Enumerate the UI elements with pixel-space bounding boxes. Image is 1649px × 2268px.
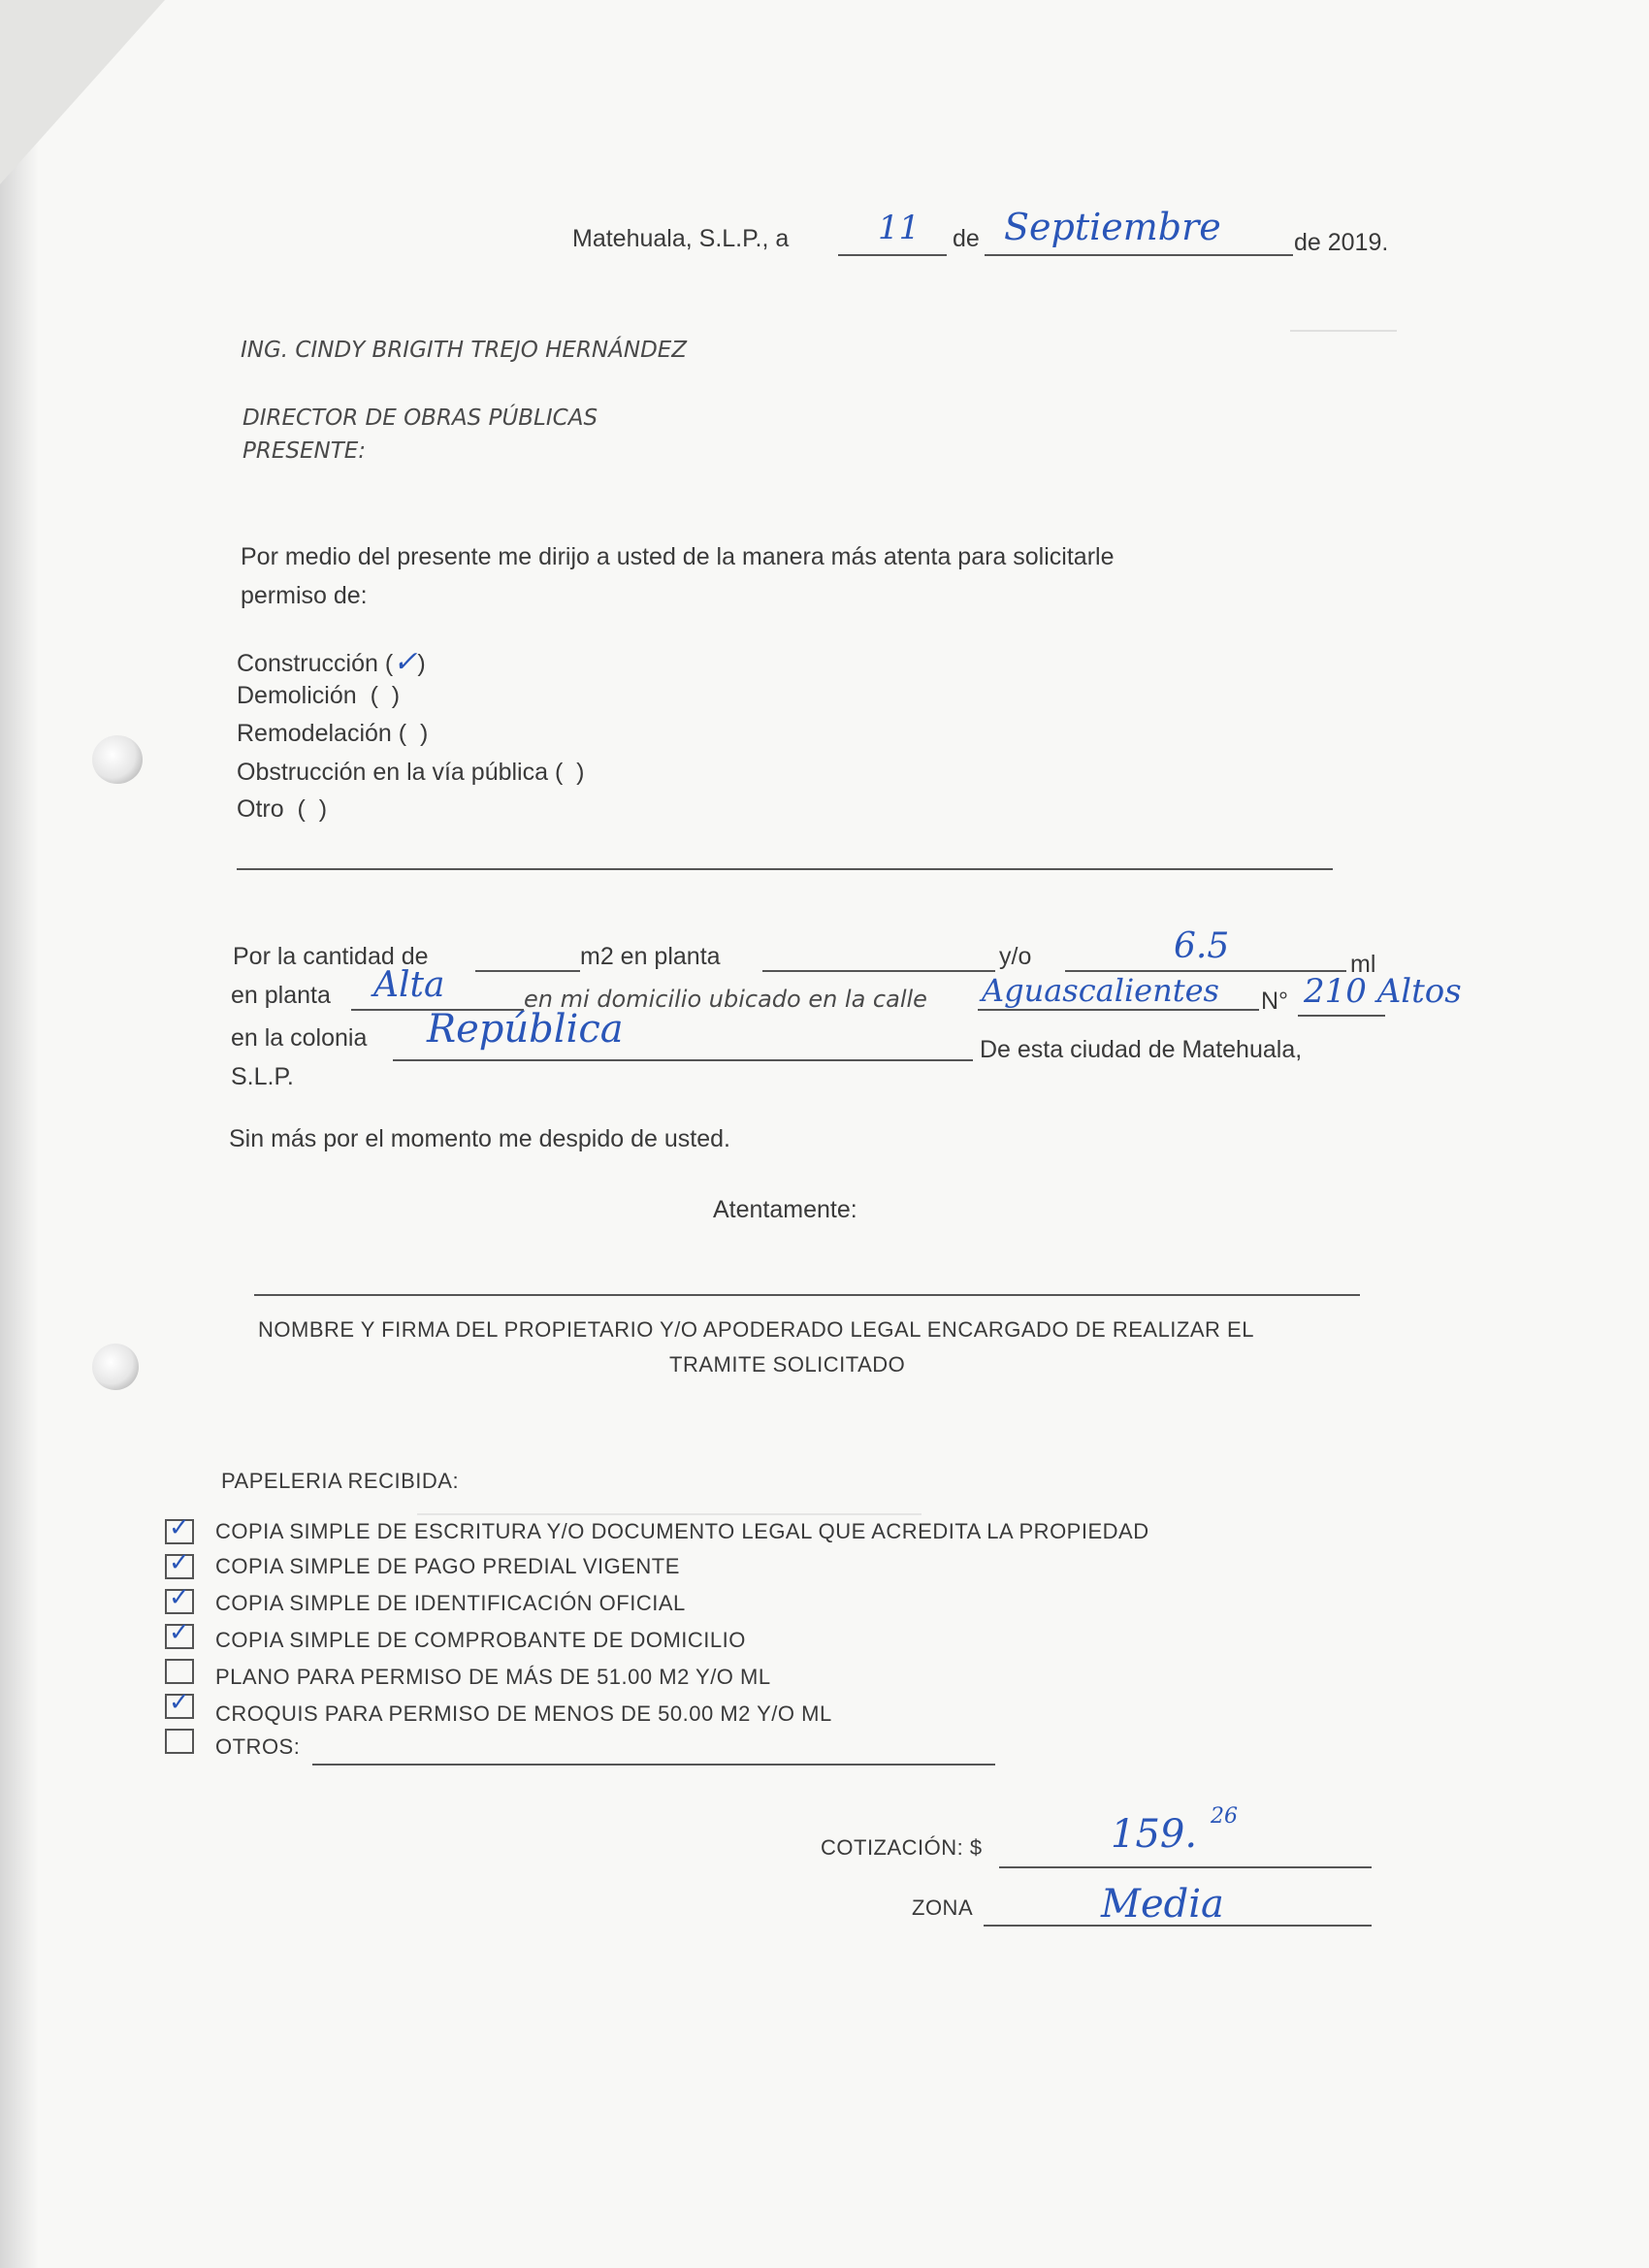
de-label: de xyxy=(953,225,980,252)
papeleria-label: PLANO PARA PERMISO DE MÁS DE 51.00 M2 Y/O ML xyxy=(215,1665,771,1689)
option-remodelacion: Remodelación ( ) xyxy=(237,720,429,747)
planta-label: en planta xyxy=(231,982,331,1009)
ml-value: 6.5 xyxy=(1174,926,1230,966)
check-mark: ✓ xyxy=(169,1548,190,1577)
colonia-label: en la colonia xyxy=(231,1024,368,1052)
option-obstruccion: Obstrucción en la vía pública ( ) xyxy=(237,759,585,786)
checkbox[interactable] xyxy=(165,1548,194,1579)
option-demolicion: Demolición ( ) xyxy=(237,682,401,709)
year-label: de 2019. xyxy=(1294,229,1389,256)
scan-edge-shadow xyxy=(0,0,39,2268)
option-label: Obstrucción en la vía pública xyxy=(237,759,549,786)
m2-underline xyxy=(762,970,995,972)
otros-underline xyxy=(312,1764,995,1766)
signature-line xyxy=(254,1294,1360,1296)
signature-caption-2: TRAMITE SOLICITADO xyxy=(669,1352,906,1377)
cotizacion-label: COTIZACIÓN: $ xyxy=(821,1835,983,1860)
atentamente-text: Atentamente: xyxy=(713,1196,857,1223)
checkbox[interactable] xyxy=(165,1729,194,1754)
check-mark: ✓ xyxy=(169,1618,190,1647)
punch-hole-bottom xyxy=(92,1344,139,1390)
option-otro: Otro ( ) xyxy=(237,795,328,823)
num-underline xyxy=(1298,1015,1385,1017)
papeleria-label: OTROS: xyxy=(215,1734,301,1759)
cotizacion-value: 159. xyxy=(1111,1812,1198,1857)
otro-underline xyxy=(237,868,1333,870)
papeleria-label: COPIA SIMPLE DE COMPROBANTE DE DOMICILIO xyxy=(215,1628,746,1652)
state-label: S.L.P. xyxy=(231,1063,294,1090)
month-value: Septiembre xyxy=(1004,206,1221,248)
addressee-title: DIRECTOR DE OBRAS PÚBLICAS xyxy=(242,405,598,431)
planta-value: Alta xyxy=(373,965,445,1005)
checkbox[interactable] xyxy=(165,1618,194,1649)
cotizacion-cents: 26 xyxy=(1211,1804,1238,1829)
cotizacion-underline xyxy=(999,1866,1372,1868)
m2-label: m2 en planta xyxy=(580,943,721,970)
calle-underline xyxy=(978,1009,1259,1011)
qty-underline xyxy=(475,970,580,972)
checkbox[interactable] xyxy=(165,1583,194,1614)
ml-label: ml xyxy=(1350,951,1376,978)
checkbox[interactable] xyxy=(165,1688,194,1719)
addressee-name: ING. CINDY BRIGITH TREJO HERNÁNDEZ xyxy=(241,338,688,363)
day-value: 11 xyxy=(878,209,921,247)
checkbox[interactable] xyxy=(165,1513,194,1544)
checkbox[interactable] xyxy=(165,1659,194,1684)
place-date-label: Matehuala, S.L.P., a xyxy=(572,225,790,252)
check-mark: ✓ xyxy=(169,1583,190,1612)
zona-value: Media xyxy=(1101,1882,1224,1927)
check-mark: ✓ xyxy=(169,1513,190,1542)
option-label: Otro xyxy=(237,795,284,823)
zona-label: ZONA xyxy=(912,1895,974,1920)
option-mark: ✓ xyxy=(393,645,418,679)
signature-caption-1: NOMBRE Y FIRMA DEL PROPIETARIO Y/O APODERADO LEGAL ENCARGADO DE REALIZAR EL xyxy=(258,1317,1254,1342)
num-label: N° xyxy=(1261,988,1289,1015)
folded-corner xyxy=(0,0,165,184)
option-label: Construcción xyxy=(237,650,378,677)
farewell-text: Sin más por el momento me despido de usted. xyxy=(229,1125,730,1152)
papeleria-label: COPIA SIMPLE DE IDENTIFICACIÓN OFICIAL xyxy=(215,1591,686,1615)
addressee-present: PRESENTE: xyxy=(242,438,367,464)
intro-line-1: Por medio del presente me dirijo a usted de la manera más atenta para solicitarle xyxy=(241,543,1115,570)
option-construccion: Construcción (✓) xyxy=(237,645,426,679)
yo-label: y/o xyxy=(999,943,1032,970)
check-mark: ✓ xyxy=(169,1688,190,1717)
day-underline xyxy=(838,254,947,256)
intro-line-2: permiso de: xyxy=(241,582,368,609)
option-label: Remodelación xyxy=(237,720,392,747)
papeleria-label: CROQUIS PARA PERMISO DE MENOS DE 50.00 M2 Y/O ML xyxy=(215,1701,832,1726)
punch-hole-top xyxy=(92,735,143,784)
calle-value: Aguascalientes xyxy=(982,972,1219,1009)
city-label: De esta ciudad de Matehuala, xyxy=(980,1036,1303,1063)
month-underline xyxy=(985,254,1293,256)
colonia-underline xyxy=(393,1059,973,1061)
qty-label: Por la cantidad de xyxy=(233,943,429,970)
colonia-value: República xyxy=(427,1007,624,1052)
papeleria-title: PAPELERIA RECIBIDA: xyxy=(221,1469,460,1493)
num-value: 210 Altos xyxy=(1304,972,1462,1011)
option-label: Demolición xyxy=(237,682,357,709)
domicilio-label: en mi domicilio ubicado en la calle xyxy=(524,986,927,1013)
papeleria-label: COPIA SIMPLE DE ESCRITURA Y/O DOCUMENTO LEGAL QUE ACREDITA LA PROPIEDAD xyxy=(215,1519,1149,1543)
papeleria-label: COPIA SIMPLE DE PAGO PREDIAL VIGENTE xyxy=(215,1554,680,1578)
